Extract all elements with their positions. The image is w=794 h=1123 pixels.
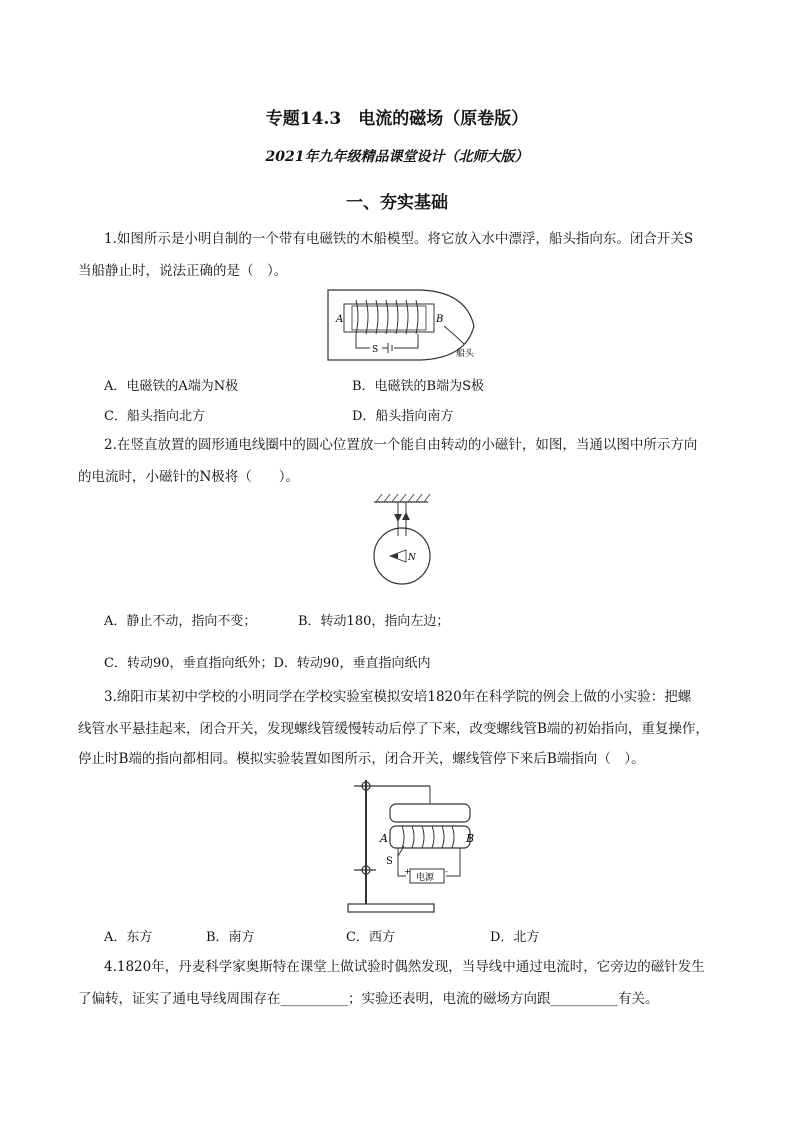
q3-line-1: 3.绵阳市某初中学校的小明同学在学校实验室模拟安培1820年在科学院的例会上做的小实验：把螺 (104, 689, 692, 705)
q1-option-a: A．电磁铁的A端为N极 (104, 379, 239, 394)
q3-fig-label-s: S (386, 856, 393, 867)
q3-option-a: A．东方 (104, 930, 153, 945)
q1-fig-label-s: S (372, 345, 379, 355)
q1-fig-label-b: B (436, 314, 444, 325)
q2-coil-figure (368, 492, 434, 588)
q3-option-d: D．北方 (490, 930, 540, 945)
page-title: 专题14.3 电流的磁场（原卷版） (265, 109, 529, 129)
q1-fig-label-head: 船头 (456, 349, 475, 359)
q3-line-2: 线管水平悬挂起来，闭合开关，发现螺线管缓慢转动后停了下来，改变螺线管B端的初始指向，重复操作， (78, 721, 709, 737)
q2-fig-label-n: N (408, 553, 416, 563)
q2-line-1: 2.在竖直放置的圆形通电线圈中的圆心位置放一个能自由转动的小磁针，如图，当通以图中所示方向 (104, 437, 698, 453)
q2-line-2: 的电流时，小磁针的N极将（ ）。 (78, 469, 300, 485)
q3-fig-label-a: A (380, 832, 388, 845)
q1-boat-figure (326, 286, 478, 364)
q2-option-b: B．转动180，指向左边； (298, 614, 450, 629)
page-subtitle: 2021年九年级精品课堂设计（北师大版） (265, 149, 529, 165)
q3-option-b: B．南方 (206, 930, 255, 945)
q3-fig-label-plus: + (404, 867, 411, 876)
q1-fig-label-a: A (336, 314, 344, 325)
q1-option-b: B．电磁铁的B端为S极 (352, 379, 485, 394)
section-heading: 一、夯实基础 (346, 193, 448, 213)
q1-option-c: C．船头指向北方 (104, 409, 205, 424)
q4-line-2: 了偏转，证实了通电导线周围存在__________；实验还表明，电流的磁场方向跟__________有关。 (78, 991, 659, 1007)
q1-option-d: D．船头指向南方 (352, 409, 454, 424)
q3-fig-label-minus: - (445, 867, 448, 876)
q1-line-1: 1.如图所示是小明自制的一个带有电磁铁的木船模型。将它放入水中漂浮，船头指向东。闭合开关S (104, 231, 694, 247)
q3-line-3: 停止时B端的指向都相同。模拟实验装置如图所示，闭合开关，螺线管停下来后B端指向（ ）。 (78, 751, 645, 767)
q2-option-cd: C．转动90，垂直指向纸外；D．转动90，垂直指向纸内 (104, 656, 431, 671)
q1-line-2: 当船静止时，说法正确的是（ ）。 (78, 263, 288, 279)
q4-line-1: 4.1820年，丹麦科学家奥斯特在课堂上做试验时偶然发现，当导线中通过电流时，它旁边的磁针发生 (104, 959, 705, 975)
q2-option-a: A．静止不动，指向不变； (104, 614, 257, 629)
q3-apparatus-figure (346, 776, 478, 916)
q3-option-c: C．西方 (346, 930, 395, 945)
q3-fig-label-b: B (466, 832, 475, 845)
q3-fig-label-power: 电源 (416, 873, 435, 883)
